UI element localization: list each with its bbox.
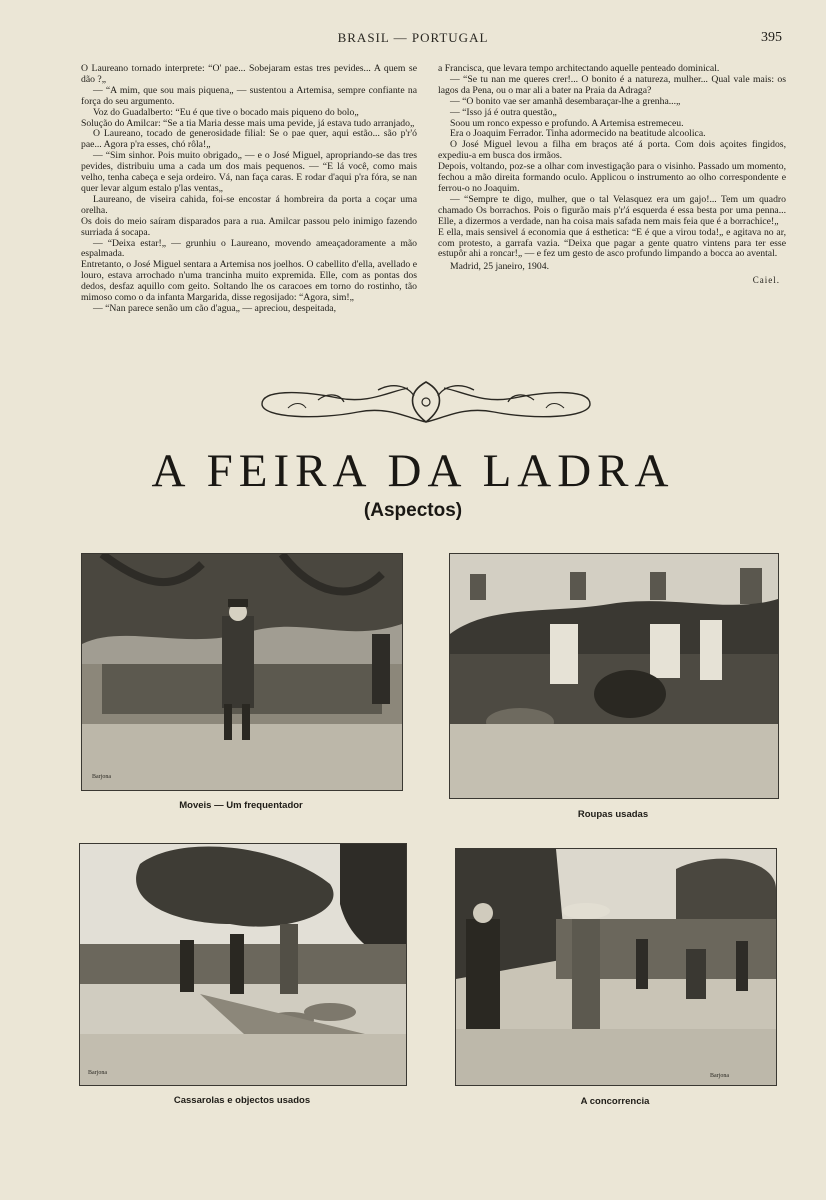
paragraph: — “O bonito vae ser amanhã desembaraçar-lhe a grenha...„ [450, 95, 681, 107]
caption-crowd: A concorrencia [580, 1096, 650, 1107]
paragraph: O José Miguel levou a filha em braços até á porta. Com dois açoites fingidos, expediu-a em busca dos irmãos. [438, 139, 786, 162]
photo-furniture-market [81, 553, 403, 791]
engraver-mark: Barjona [92, 774, 111, 780]
paragraph: — “Deixa estar!„ — grunhiu o Laureano, movendo ameaçadoramente a mão espalmada. [81, 237, 417, 260]
paragraph: Os dois do meio saíram disparados para a rua. Amilcar passou pelo inimigo fazendo surriada á socapa. [81, 215, 417, 238]
ornament-divider [258, 378, 594, 428]
story-column-left [81, 64, 417, 315]
paragraph: E ella, mais sensivel á economia que á esthetica: “E é que a virou toda!„ e agitava no ar, com protesto, a garrafa vazia. “Deixa que pagar a gente quatro vintens para ter esse estupôr ahi a roncar!„ — e fez um gesto de asco profundo limpando a bocca ao avental. [438, 226, 786, 260]
paragraph: a Francisca, que levara tempo architectando aquelle penteado dominical. [438, 63, 720, 74]
paragraph: Entretanto, o José Miguel sentara a Artemisa nos joelhos. O cabellito d'ella, avellado e louro, estava arrochado n'uma trancinha muito expremida. Elle, com as pontas dos dedos, desfaz aquillo com geito. Soltando lhe os caracoes em torno do rostinho, tão mimoso como o da infanta Margarida, disse regosijado: “Agora, sim!„ [81, 259, 417, 304]
paragraph: Depois, voltando, poz-se a olhar com investigação para o visinho. Passado um momento, fechou a mão direita formando oculo. Applicou o instrumento ao olho correspondente e ferrou-o no Joaquim. [438, 161, 786, 194]
caption-pans: Cassarolas e objectos usados [173, 1095, 311, 1106]
paragraph: — “Se tu nan me queres crer!... O bonito é a natureza, mulher... Qual vale mais: os lagos da Pena, ou o mar ali a bater na Praia da Adraga? [438, 73, 786, 96]
paragraph: Soou um ronco expesso e profundo. A Artemisa estremeceu. [450, 117, 684, 129]
paragraph: O Laureano, tocado de generosidade filial: Se o pae quer, aqui estão... são p'r'ó pae... Agora p'ra esses, chó rôla!„ [81, 128, 417, 151]
paragraph: Era o Joaquim Ferrador. Tinha adormecido na beatitude alcoolica. [450, 128, 706, 140]
page-header [0, 30, 826, 48]
photo-used-clothes [449, 553, 779, 799]
story-column-right [438, 64, 786, 286]
paragraph: — “Sempre te digo, mulher, que o tal Velasquez era um gajo!... Tem um quadro chamado Os borrachos. Pois o figurão mais p'r'á esquerda é essa besta por uma penna... Elle, a dizermos a verdade, nan ha coisa mais safada nem mais feia que é a borrachice!„ [438, 193, 786, 227]
paragraph: Laureano, de viseira cahida, foi-se encostar á hombreira da porta a coçar uma orelha. [81, 193, 417, 216]
photo-pans-objects [79, 843, 407, 1086]
photo-the-crowd [455, 848, 777, 1086]
paragraph: — “Sim sinhor. Pois muito obrigado„ — e o José Miguel, apropriando-se das tres pevides, distribuiu uma a cada um dos mais pequenos. — “E lá você, como mais velho, tenha cabeça e seja ordeiro. Vá, nan faça caras. E rodar d'aqui p'ra fóra, se nan quer levar algum estalo p'las ventas„ [81, 150, 417, 194]
running-title: BRASIL — PORTUGAL [337, 30, 489, 45]
paragraph: Voz do Guadalberto: “Eu é que tive o bocado mais piqueno do bolo„ [93, 106, 359, 118]
engraver-mark: Barjona [710, 1073, 729, 1079]
caption-furniture: Moveis — Um frequentador [179, 800, 303, 811]
paragraph: — “Nan parece senão um cão d'agua„ — apreciou, despeitada, [93, 302, 337, 314]
author-signature: Caiel. [752, 275, 780, 286]
paragraph: O Laureano tornado interprete: “O' pae... Sobejaram estas tres pevides... A quem se dão ?„ [81, 63, 417, 85]
dateline: Madrid, 25 janeiro, 1904. [450, 261, 550, 273]
paragraph: Solução do Amilcar: “Se a tia Maria desse mais uma pevide, já estava tudo arranjado„ [81, 117, 415, 129]
paragraph: — “A mim, que sou mais piquena„ — sustentou a Artemisa, sempre confiante na força do seu argumento. [81, 84, 417, 107]
engraver-mark: Barjona [88, 1070, 107, 1076]
page-number: 395 [761, 30, 782, 45]
caption-used-clothes: Roupas usadas [577, 809, 649, 820]
paragraph: — “Isso já é outra questão„ [450, 106, 557, 118]
feature-title: A FEIRA DA LADRA [151, 445, 675, 497]
feature-subtitle: (Aspectos) [363, 500, 463, 521]
